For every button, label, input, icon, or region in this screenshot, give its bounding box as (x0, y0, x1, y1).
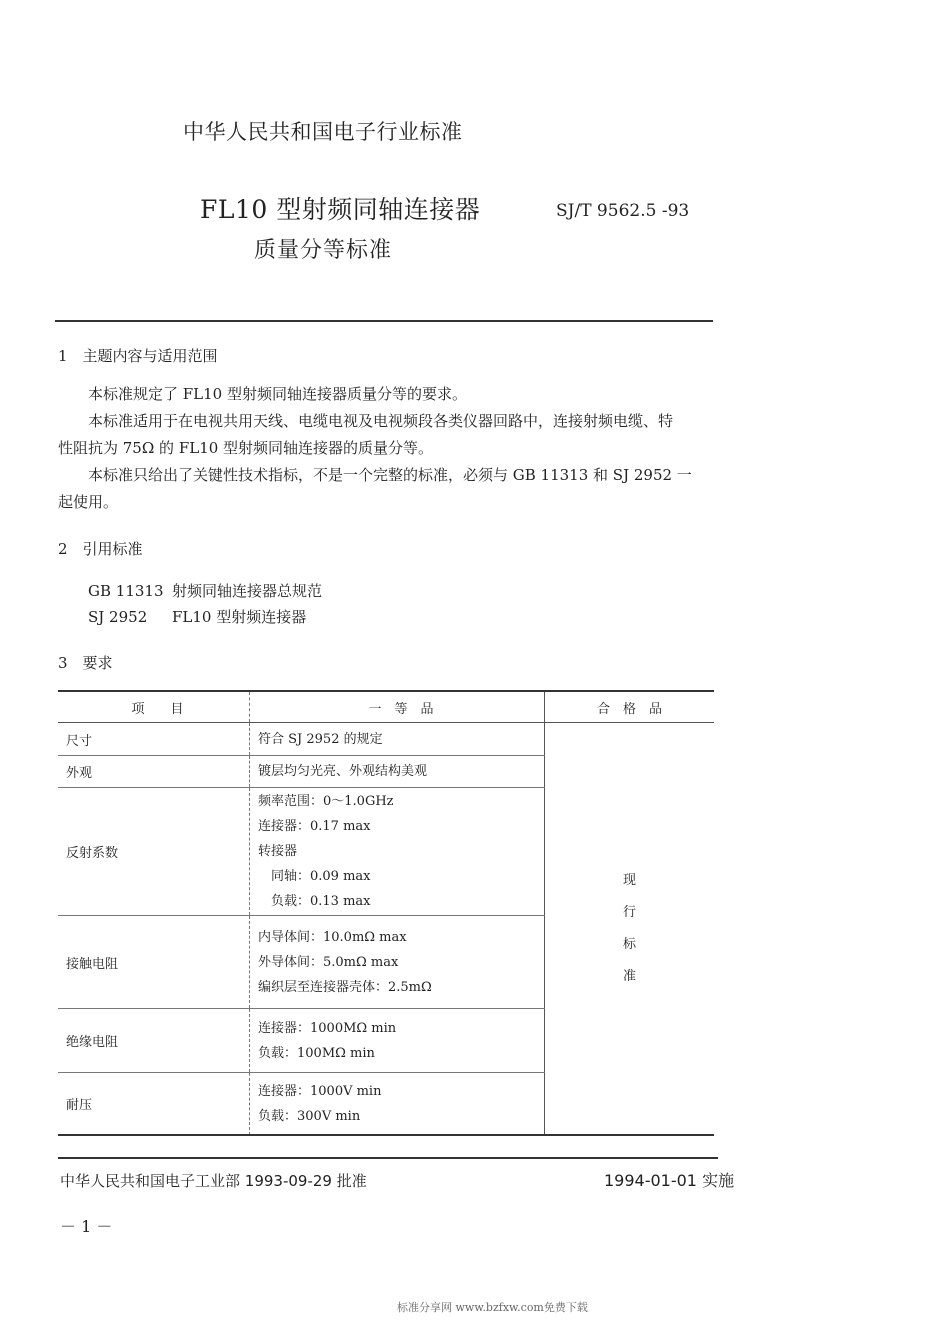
spec-line: 连接器：1000V min (258, 1083, 382, 1099)
spec-line: 连接器：0.17 max (258, 819, 371, 834)
header-first-grade: 一 等 品 (250, 692, 545, 723)
section-1-paragraph-3b: 起使用。 (58, 493, 119, 511)
spec-line: 编织层至连接器壳体：2.5mΩ (258, 979, 432, 995)
section-1-paragraph-2b: 性阻抗为 75Ω 的 FL10 型射频同轴连接器的质量分等。 (58, 439, 434, 457)
header-qualified: 合 格 品 (545, 692, 715, 723)
issuing-organization: 中华人民共和国电子行业标准 (183, 120, 463, 144)
row-first-grade (250, 1009, 545, 1073)
reference-code: SJ 2952 (88, 608, 148, 626)
table-header-row (58, 692, 714, 723)
section-3-heading: 3 要求 (58, 654, 113, 672)
section-1-paragraph-1: 本标准规定了 FL10 型射频同轴连接器质量分等的要求。 (88, 385, 467, 403)
footer-divider (58, 1157, 718, 1159)
reference-name: 射频同轴连接器总规范 (172, 582, 323, 600)
spec-line: 负载：100MΩ min (258, 1045, 375, 1061)
row-first-grade (250, 788, 545, 916)
spec-line: 连接器：1000MΩ min (258, 1020, 397, 1036)
row-item: 外观 (58, 756, 250, 788)
row-first-grade (250, 723, 545, 756)
row-first-grade (250, 1073, 545, 1135)
spec-line: 负载：0.13 max (258, 894, 371, 909)
row-item: 接触电阻 (58, 916, 250, 1009)
section-2-heading: 2 引用标准 (58, 540, 143, 558)
spec-line: 内导体间：10.0mΩ max (258, 929, 407, 945)
row-item: 耐压 (58, 1073, 250, 1135)
row-item: 绝缘电阻 (58, 1009, 250, 1073)
requirements-table (58, 692, 714, 1135)
qualified-cell (545, 723, 715, 1135)
spec-line: 镀层均匀光亮、外观结构美观 (258, 764, 428, 779)
spec-line: 符合 SJ 2952 的规定 (258, 731, 383, 747)
qualified-char: 行 (622, 904, 636, 920)
document-title-line2: 质量分等标准 (254, 238, 393, 263)
row-first-grade (250, 756, 545, 788)
spec-line: 频率范围：0～1.0GHz (258, 794, 394, 809)
spec-line: 同轴：0.09 max (258, 869, 371, 884)
header-divider (55, 320, 713, 322)
spec-line: 负载：300V min (258, 1108, 361, 1124)
header-item: 项 目 (58, 692, 250, 723)
spec-line: 转接器 (258, 844, 298, 859)
document-title-line1: FL10 型射频同轴连接器 (200, 195, 481, 224)
table-row (58, 723, 714, 756)
spec-line: 外导体间：5.0mΩ max (258, 954, 399, 970)
row-item: 尺寸 (58, 723, 250, 756)
section-1-paragraph-2a: 本标准适用于在电视共用天线、电缆电视及电视频段各类仪器回路中，连接射频电缆、特 (88, 412, 674, 430)
table-bottom-rule (58, 1134, 714, 1136)
qualified-char: 标 (622, 936, 636, 952)
approval-line: 中华人民共和国电子工业部 1993-09-29 批准 (60, 1172, 367, 1190)
qualified-char: 准 (622, 968, 636, 984)
page-number: － 1 － (60, 1217, 113, 1236)
section-1-heading: 1 主题内容与适用范围 (58, 347, 218, 365)
implementation-date: 1994-01-01 实施 (604, 1171, 735, 1190)
row-item: 反射系数 (58, 788, 250, 916)
qualified-char: 现 (622, 872, 636, 888)
standard-number: SJ/T 9562.5 -93 (556, 201, 690, 221)
section-1-paragraph-3a: 本标准只给出了关键性技术指标，不是一个完整的标准，必须与 GB 11313 和 SJ 2952 一 (88, 466, 692, 484)
reference-name: FL10 型射频连接器 (172, 608, 307, 626)
reference-code: GB 11313 (88, 582, 164, 600)
watermark-text: 标准分享网 www.bzfxw.com免费下载 (397, 1301, 588, 1314)
row-first-grade (250, 916, 545, 1009)
